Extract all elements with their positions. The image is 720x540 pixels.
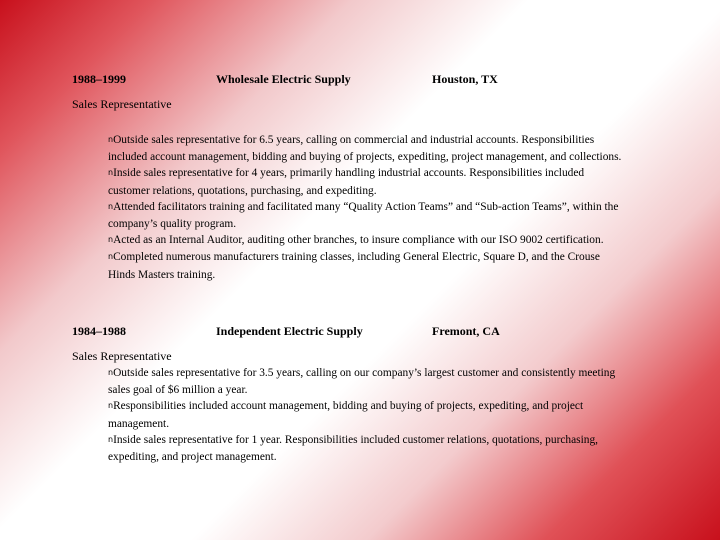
job-1-location: Houston, TX [432,72,498,86]
job-1-bullet: nOutside sales representative for 6.5 years, calling on commercial and industrial accounts. Responsibilities included account management, bidding and buying of projects, expediting, project management, and collections. [108,134,622,164]
job-1-bullet: nAttended facilitators training and facilitated many “Quality Action Teams” and “Sub-action Teams”, within the company’s quality program. [108,200,619,231]
job-2-bullets [108,365,628,465]
job-1-years: 1988–1999 [72,72,126,86]
job-1-bullet: nActed as an Internal Auditor, auditing other branches, to insure compliance with our ISO 9002 certification. [108,234,604,247]
job-2-years: 1984–1988 [72,324,126,338]
bullet-marker-icon: n [108,368,114,377]
bullet-marker-icon: n [108,168,114,178]
bullet-marker-icon: n [108,252,114,262]
job-2-bullet: nInside sales representative for 1 year. Responsibilities included customer relations, quotations, purchasing, expediting, and project management. [108,433,599,464]
bullet-marker-icon: n [108,235,114,245]
job-1-bullet: nCompleted numerous manufacturers training classes, including General Electric, Square D, and the Crouse Hinds Masters training. [108,251,600,281]
bullet-marker-icon: n [108,201,114,211]
job-2-bullet: nResponsibilities included account management, bidding and buying of projects, expediting, and project management. [108,400,584,430]
job-2-title: Sales Representative [72,349,172,363]
job-2-bullet: nOutside sales representative for 3.5 years, calling on our company’s largest customer and consistently meeting sales goal of $6 million a year. [108,367,616,397]
bullet-marker-icon: n [108,135,114,144]
job-1-company: Wholesale Electric Supply [216,72,351,86]
bullet-marker-icon: n [108,401,114,411]
job-1-title: Sales Representative [72,97,172,111]
bullet-marker-icon: n [108,434,114,444]
job-2-company: Independent Electric Supply [216,324,363,338]
job-1-bullet: nInside sales representative for 4 years, primarily handling industrial accounts. Responsibilities included customer relations, quotations, purchasing, and expediting. [108,167,585,197]
job-2-location: Fremont, CA [432,324,500,338]
job-1-bullets [108,132,628,283]
